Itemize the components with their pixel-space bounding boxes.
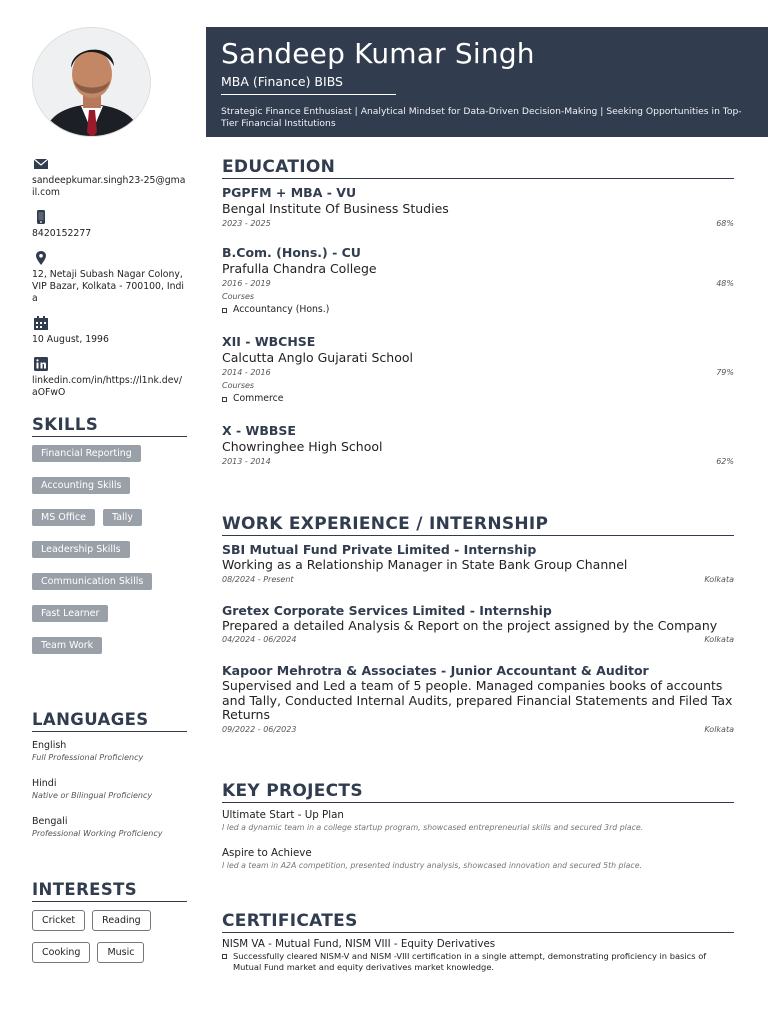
dob-text: 10 August, 1996	[32, 334, 109, 345]
language-level: Full Professional Proficiency	[32, 753, 144, 762]
language-name: Hindi	[32, 778, 57, 789]
language-item	[32, 740, 187, 763]
course-name: Commerce	[233, 393, 284, 404]
linkedin-icon	[33, 356, 49, 372]
work-title: WORK EXPERIENCE / INTERNSHIP	[222, 514, 734, 536]
education-institution: Prafulla Chandra College	[222, 261, 377, 276]
education-score: 68%	[716, 219, 734, 228]
education-degree: X - WBBSE	[222, 423, 296, 438]
location-icon	[33, 250, 49, 266]
header-banner	[206, 27, 768, 137]
skill-chip: Tally	[103, 509, 142, 526]
work-entry	[222, 542, 734, 587]
avatar-portrait	[33, 28, 151, 137]
phone-text[interactable]: 8420152277	[32, 228, 92, 239]
education-dates: 2016 - 2019	[222, 279, 271, 288]
interest-chip: Reading	[92, 910, 151, 931]
courses-label: Courses	[222, 292, 255, 301]
contact-email	[32, 156, 187, 199]
work-entry	[222, 663, 734, 737]
education-meta	[222, 277, 734, 291]
education-dates: 2014 - 2016	[222, 368, 271, 377]
education-degree: XII - WBCHSE	[222, 334, 316, 349]
education-degree: PGPFM + MBA - VU	[222, 185, 357, 200]
contact-address	[32, 250, 187, 305]
education-degree: B.Com. (Hons.) - CU	[222, 245, 361, 260]
education-institution: Bengal Institute Of Business Studies	[222, 201, 449, 216]
work-dates: 08/2024 - Present	[222, 574, 294, 584]
education-dates: 2023 - 2025	[222, 219, 271, 228]
skill-chip: Financial Reporting	[32, 445, 141, 462]
email-text[interactable]: sandeepkumar.singh23-25@gmail.com	[32, 175, 186, 198]
education-entry	[222, 185, 734, 231]
language-name: Bengali	[32, 816, 68, 827]
interests-title: INTERESTS	[32, 880, 187, 902]
project-entry	[222, 847, 734, 871]
education-meta	[222, 366, 734, 380]
courses-label: Courses	[222, 381, 255, 390]
envelope-icon	[33, 156, 49, 172]
certificates-title: CERTIFICATES	[222, 911, 734, 933]
work-meta	[222, 573, 734, 587]
education-meta	[222, 217, 734, 231]
skill-chip: Leadership Skills	[32, 541, 130, 558]
education-entry	[222, 334, 734, 406]
certificate-detail	[222, 951, 734, 972]
work-entry	[222, 603, 734, 648]
language-name: English	[32, 740, 67, 751]
education-entry	[222, 423, 734, 469]
project-entry	[222, 809, 734, 833]
interests-section	[32, 880, 187, 974]
education-title: EDUCATION	[222, 157, 734, 179]
profile-photo	[32, 27, 151, 137]
skills-title: SKILLS	[32, 415, 187, 437]
bullet-square-icon	[222, 397, 227, 402]
skill-chip: Communication Skills	[32, 573, 152, 590]
language-level: Native or Bilingual Proficiency	[32, 791, 153, 800]
contact-linkedin	[32, 356, 187, 399]
education-institution: Chowringhee High School	[222, 439, 383, 454]
candidate-summary: Strategic Finance Enthusiast | Analytical Mindset for Data-Driven Decision-Making | Seeking Opportunities in Top-Tier Financial Institutions	[221, 106, 742, 129]
left-column	[32, 156, 187, 669]
work-meta	[222, 633, 734, 647]
interest-chip: Music	[97, 942, 144, 963]
project-name: Ultimate Start - Up Plan	[222, 809, 344, 821]
work-meta	[222, 723, 734, 737]
education-section	[222, 157, 734, 469]
course-name: Accountancy (Hons.)	[233, 304, 330, 315]
project-description: I led a dynamic team in a college startup program, showcased entrepreneurial skills and secured 3rd place.	[222, 823, 644, 832]
calendar-icon	[33, 315, 49, 331]
education-institution: Calcutta Anglo Gujarati School	[222, 350, 413, 365]
projects-section	[222, 781, 734, 871]
bullet-square-icon	[222, 954, 227, 959]
bullet-square-icon	[222, 308, 227, 313]
course-item	[222, 392, 734, 406]
education-score: 48%	[716, 279, 734, 288]
language-item	[32, 778, 187, 801]
candidate-degree: MBA (Finance) BIBS	[221, 74, 396, 95]
work-dates: 09/2022 - 06/2023	[222, 724, 297, 734]
languages-section	[32, 710, 187, 854]
interest-chip: Cooking	[32, 942, 90, 963]
certificate-entry	[222, 938, 734, 972]
work-position: SBI Mutual Fund Private Limited - Internship	[222, 542, 537, 557]
education-score: 79%	[716, 368, 734, 377]
certificate-description: Successfully cleared NISM-V and NISM -VIII certification in a single attempt, demonstrating proficiency in basics of Mutual Fund market and equity derivatives market knowledge.	[233, 951, 707, 972]
skill-chip: Fast Learner	[32, 605, 108, 622]
course-item	[222, 303, 734, 317]
skill-chip: Accounting Skills	[32, 477, 130, 494]
language-level: Professional Working Proficiency	[32, 829, 163, 838]
skill-chip: MS Office	[32, 509, 95, 526]
education-meta	[222, 455, 734, 469]
phone-icon	[33, 209, 49, 225]
linkedin-text[interactable]: linkedin.com/in/https://l1nk.dev/aOFwO	[32, 375, 183, 398]
contact-phone	[32, 209, 187, 240]
contact-dob	[32, 315, 187, 346]
language-item	[32, 816, 187, 839]
work-description: Working as a Relationship Manager in State Bank Group Channel	[222, 557, 628, 572]
languages-title: LANGUAGES	[32, 710, 187, 732]
work-location: Kolkata	[704, 635, 734, 644]
certificate-name: NISM VA - Mutual Fund, NISM VIII - Equity Derivatives	[222, 938, 496, 950]
education-entry	[222, 245, 734, 317]
work-section	[222, 514, 734, 737]
work-dates: 04/2024 - 06/2024	[222, 635, 297, 644]
education-dates: 2013 - 2014	[222, 457, 271, 466]
work-location: Kolkata	[704, 724, 734, 734]
work-description: Supervised and Led a team of 5 people. Managed companies books of accounts and Tally, Conducted Internal Audits, prepared Financial Statements and Filed Tax Returns	[222, 678, 733, 722]
projects-title: KEY PROJECTS	[222, 781, 734, 803]
project-description: I led a team in A2A competition, presented industry analysis, showcased innovation and secured 5th place.	[222, 861, 642, 870]
work-location: Kolkata	[704, 574, 734, 584]
work-position: Kapoor Mehrotra & Associates - Junior Accountant & Auditor	[222, 663, 649, 678]
project-name: Aspire to Achieve	[222, 847, 312, 859]
certificates-section	[222, 911, 734, 972]
skills-section	[32, 415, 187, 654]
address-text: 12, Netaji Subash Nagar Colony, VIP Bazar, Kolkata - 700100, India	[32, 269, 184, 304]
skill-chip: Team Work	[32, 637, 102, 654]
interest-chip: Cricket	[32, 910, 85, 931]
work-position: Gretex Corporate Services Limited - Internship	[222, 602, 552, 618]
work-description: Prepared a detailed Analysis & Report on the project assigned by the Company	[222, 617, 718, 633]
candidate-name: Sandeep Kumar Singh	[221, 37, 535, 70]
education-score: 62%	[716, 457, 734, 466]
